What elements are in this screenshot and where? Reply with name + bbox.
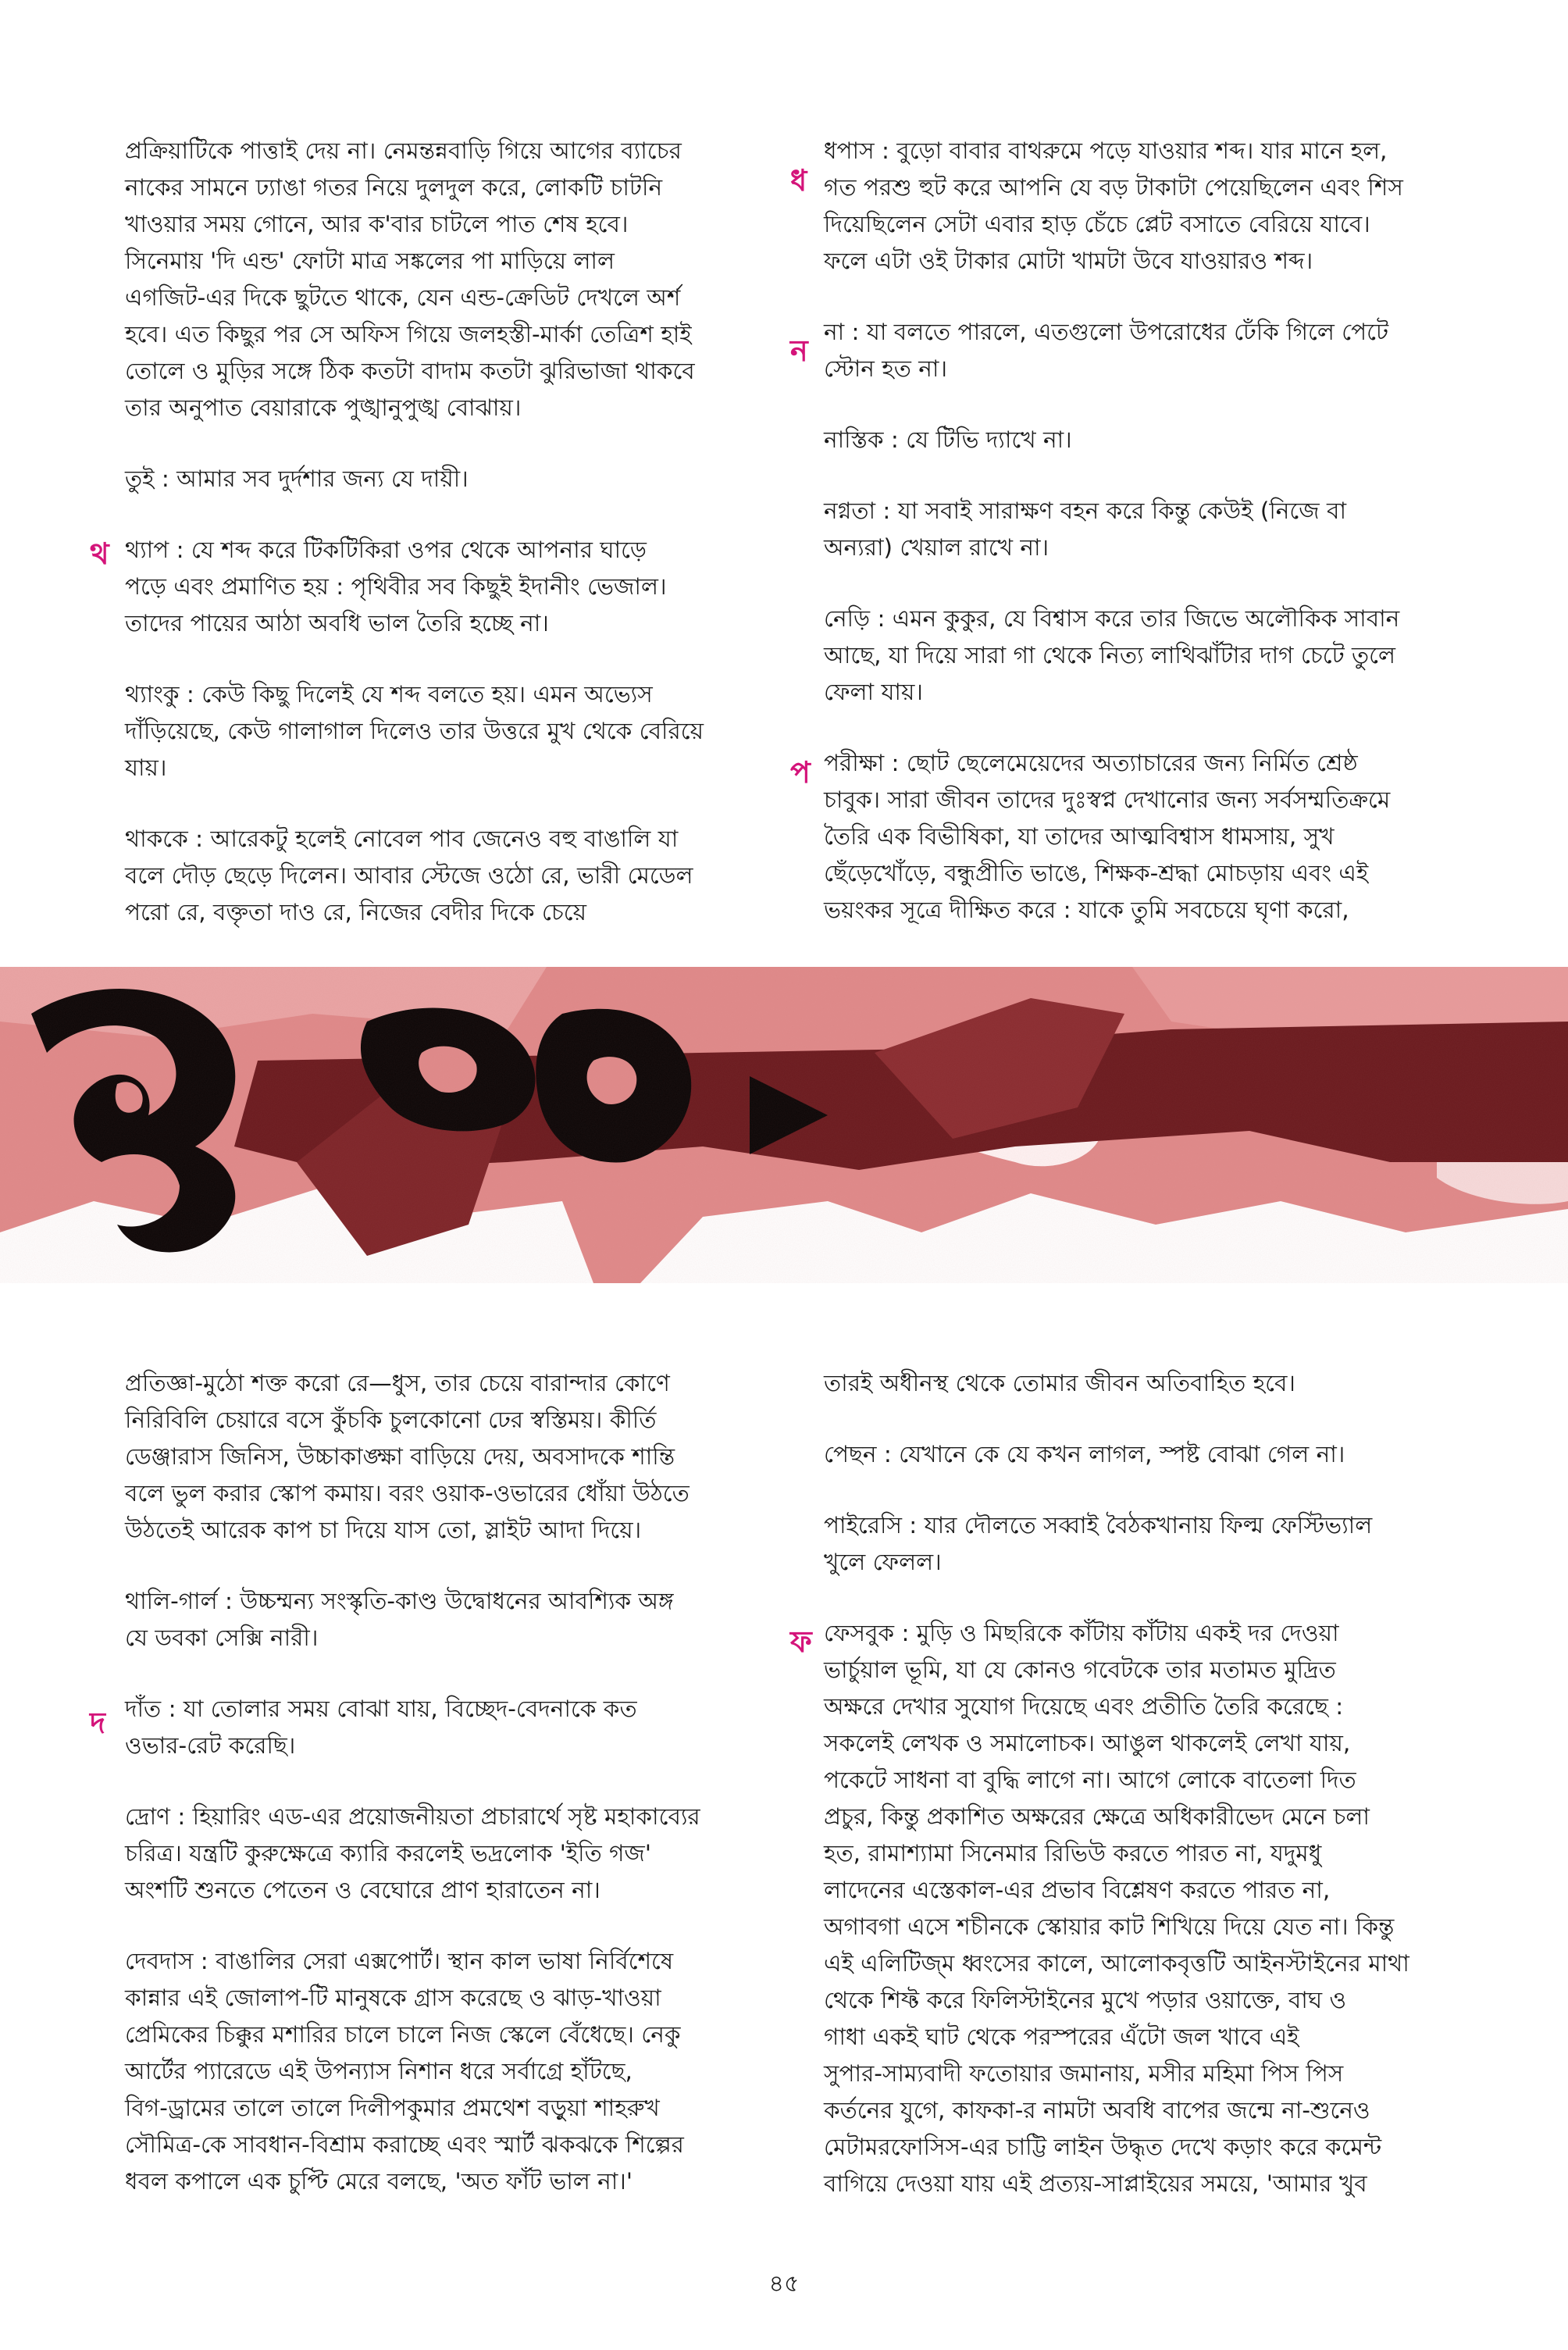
- text-line: দিয়েছিলেন সেটা এবার হাড় চেঁচে প্লেট বসাতে বেরিয়ে যাবে।: [824, 211, 1370, 237]
- decorative-banner-image: [0, 967, 1568, 1283]
- text-line: প্রক্রিয়াটিকে পাত্তাই দেয় না। নেমন্তন্নবাড়ি গিয়ে আগের ব্যাচের: [125, 137, 682, 164]
- text-line: নিরিবিলি চেয়ারে বসে কুঁচকি চুলকোনো ঢের স্বস্তিময়। কীর্তি: [125, 1407, 657, 1433]
- paragraph-gap: [125, 786, 750, 821]
- text-line: অংশটি শুনতে পেতেন ও বেঘোরে প্রাণ হারাতেন না।: [125, 1877, 600, 1903]
- paragraph-gap: [125, 426, 750, 461]
- text-line: দাঁত : যা তোলার সময় বোঝা যায়, বিচ্ছেদ-বেদনাকে কত: [125, 1696, 637, 1722]
- paragraph-gap: [824, 1581, 1449, 1615]
- text-line: উঠতেই আরেক কাপ চা দিয়ে যাস তো, স্লাইট আদা দিয়ে।: [125, 1517, 642, 1543]
- text-line: স্টোন হত না।: [824, 355, 948, 382]
- text-line: পেছন : যেখানে কে যে কখন লাগল, স্পষ্ট বোঝা গেল না।: [824, 1441, 1345, 1467]
- text-line: বলে ভুল করার স্কোপ কমায়। বরং ওয়াক-ওভারের ধোঁয়া উঠতে: [125, 1480, 690, 1507]
- text-line: সুপার-সাম্যবাদী ফতোয়ার জমানায়, মসীর মহিমা পিস পিস: [824, 2060, 1344, 2087]
- text-line: নেড়ি : এমন কুকুর, যে বিশ্বাস করে তার জিভে অলৌকিক সাবান: [824, 605, 1400, 632]
- left-top-column: [125, 133, 750, 931]
- text-line: কর্তনের যুগে, কাফকা-র নামটা অবধি বাপের জন্মে না-শুনেও: [824, 2097, 1370, 2124]
- text-line: লাদেনের এস্তেকাল-এর প্রভাব বিশ্লেষণ করতে পারত না,: [824, 1877, 1331, 1903]
- text-line: ধপাস : বুড়ো বাবার বাথরুমে পড়ে যাওয়ার শব্দ। যার মানে হল,: [824, 137, 1388, 164]
- text-line: খাওয়ার সময় গোনে, আর ক'বার চাটলে পাত শেষ হবে।: [125, 211, 629, 237]
- text-line: অগাবগা এসে শচীনকে স্কোয়ার কাট শিখিয়ে দিয়ে যেত না। কিন্তু: [824, 1913, 1395, 1940]
- paragraph-gap: [125, 1764, 750, 1799]
- text-line: হবে। এত কিছুর পর সে অফিস গিয়ে জলহস্তী-মার্কা তেত্রিশ হাই: [125, 321, 692, 348]
- text-line: ডেঞ্জারাস জিনিস, উচ্চাকাঙ্ক্ষা বাড়িয়ে দেয়, অবসাদকে শান্তি: [125, 1443, 675, 1470]
- text-line: যায়।: [125, 754, 167, 781]
- paragraph-gap: [824, 711, 1449, 745]
- text-line: হত, রামাশ্যামা সিনেমার রিভিউ করতে পারত না, যদুমধু: [824, 1840, 1322, 1867]
- text-line: গত পরশু হুট করে আপনি যে বড় টাকাটা পেয়েছিলেন এবং শিস: [824, 174, 1403, 201]
- text-line: অক্ষরে দেখার সুযোগ দিয়েছে এবং প্রতীতি তৈরি করেছে :: [824, 1693, 1344, 1720]
- paragraph-gap: [824, 1402, 1449, 1436]
- text-line: অন্যরা) খেয়াল রাখে না।: [824, 534, 1049, 561]
- text-line: খুলে ফেলল।: [824, 1549, 942, 1575]
- paragraph-gap: [125, 642, 750, 676]
- text-line: ভার্চুয়াল ভূমি, যা যে কোনও গবেটকে তার মতামত মুদ্রিত: [824, 1656, 1336, 1683]
- text-line: তৈরি এক বিভীষিকা, যা তাদের আত্মবিশ্বাস ধামসায়, সুখ: [824, 823, 1335, 850]
- text-line: আর্টের প্যারেডে এই উপন্যাস নিশান ধরে সর্বাগ্রে হাঁটছে,: [125, 2058, 633, 2084]
- paragraph-gap: [824, 280, 1449, 314]
- paragraph-gap: [824, 458, 1449, 493]
- text-line: চাবুক। সারা জীবন তাদের দুঃস্বপ্ন দেখানোর জন্য সর্বসম্মতিক্রমে: [824, 786, 1391, 813]
- text-line: চরিত্র। যন্ত্রটি কুরুক্ষেত্রে ক্যারি করলেই ভদ্রলোক 'ইতি গজ': [125, 1840, 651, 1867]
- text-line: ছেঁড়েখোঁড়ে, বন্ধুপ্রীতি ভাঙে, শিক্ষক-শ্রদ্ধা মোচড়ায় এবং এই: [824, 860, 1369, 886]
- paragraph-gap: [824, 387, 1449, 422]
- section-marker-na: ন: [790, 333, 808, 368]
- text-line: থেকে শিফ্ট করে ফিলিস্টাইনের মুখে পড়ার ওয়াক্তে, বাঘ ও: [824, 1987, 1347, 2013]
- text-line: গাধা একই ঘাট থেকে পরস্পরের এঁটো জল খাবে এই: [824, 2024, 1299, 2050]
- section-marker-da: দ: [90, 1706, 105, 1740]
- text-line: থাককে : আরেকটু হলেই নোবেল পাব জেনেও বহু বাঙালি যা: [125, 826, 679, 852]
- section-marker-pa: প: [790, 755, 811, 790]
- paragraph-gap: [125, 1909, 750, 1943]
- text-line: নাস্তিক : যে টিভি দ্যাখে না।: [824, 426, 1072, 453]
- paragraph-gap: [125, 1549, 750, 1583]
- text-line: ধবল কপালে এক চুপ্টি মেরে বলছে, 'অত ফাঁট ভাল না।': [125, 2168, 633, 2195]
- text-line: নাকের সামনে ঢ্যাঙা গতর নিয়ে দুলদুল করে, লোকটি চাটনি: [125, 174, 663, 201]
- text-line: সিনেমায় 'দি এন্ড' ফোটা মাত্র সঙ্কলের পা মাড়িয়ে লাল: [125, 248, 615, 274]
- text-line: তুই : আমার সব দুর্দশার জন্য যে দায়ী।: [125, 465, 469, 492]
- text-line: ভয়ংকর সূত্রে দীক্ষিত করে : যাকে তুমি সবচেয়ে ঘৃণা করো,: [824, 897, 1349, 923]
- text-line: তারই অধীনস্থ থেকে তোমার জীবন অতিবাহিত হবে।: [824, 1370, 1295, 1396]
- text-line: ফেসবুক : মুড়ি ও মিছরিকে কাঁটায় কাঁটায় একই দর দেওয়া: [824, 1620, 1339, 1646]
- section-marker-dha: ধ: [790, 163, 807, 198]
- text-line: সকলেই লেখক ও সমালোচক। আঙুল থাকলেই লেখা যায়,: [824, 1730, 1351, 1756]
- text-line: মেটামরফোসিস-এর চাট্টি লাইন উদ্ধৃত দেখে কড়াং করে কমেন্ট: [824, 2134, 1382, 2160]
- right-bottom-column: [824, 1365, 1449, 2202]
- text-line: এগজিট-এর দিকে ছুটতে থাকে, যেন এন্ড-ক্রেডিট দেখলে অর্শ: [125, 284, 681, 311]
- text-line: কান্নার এই জোলাপ-টি মানুষকে গ্রাস করেছে ও ঝাড়-খাওয়া: [125, 1984, 661, 2011]
- text-line: বিগ-ড্রামের তালে তালে দিলীপকুমার প্রমথেশ বড়ুয়া শাহরুখ: [125, 2095, 660, 2121]
- text-line: প্রেমিকের চিক্কুর মশারির চালে চালে নিজ স্কেলে বেঁধেছে। নেকু: [125, 2021, 681, 2048]
- text-line: প্রতিজ্ঞা-মুঠো শক্ত করো রে—ধুস, তার চেয়ে বারান্দার কোণে: [125, 1370, 670, 1396]
- text-line: যে ডবকা সেক্সি নারী।: [125, 1624, 319, 1651]
- paragraph-gap: [824, 1473, 1449, 1507]
- text-line: ফেলা যায়।: [824, 679, 923, 705]
- text-line: নগ্নতা : যা সবাই সারাক্ষণ বহন করে কিন্তু কেউই (নিজে বা: [824, 497, 1347, 524]
- text-line: তার অনুপাত বেয়ারাকে পুঙ্খানুপুঙ্খ বোঝায়।: [125, 394, 522, 421]
- text-line: না : যা বলতে পারলে, এতগুলো উপরোধের ঢেঁকি গিলে পেটে: [824, 319, 1389, 345]
- text-line: তোলে ও মুড়ির সঙ্গে ঠিক কতটা বাদাম কতটা ঝুরিভাজা থাকবে: [125, 358, 695, 384]
- left-bottom-column: [125, 1365, 750, 2200]
- text-line: এই এলিটিজ্ম ধ্বংসের কালে, আলোকবৃত্তটি আইনস্টাইনের মাথা: [824, 1950, 1409, 1977]
- text-line: পকেটে সাধনা বা বুদ্ধি লাগে না। আগে লোকে বাতেলা দিত: [824, 1767, 1356, 1793]
- text-line: পড়ে এবং প্রমাণিত হয় : পৃথিবীর সব কিছুই ইদানীং ভেজাল।: [125, 573, 667, 600]
- text-line: বাগিয়ে দেওয়া যায় এই প্রত্যয়-সাপ্লাইয়ের সময়ে, 'আমার খুব: [824, 2170, 1367, 2197]
- text-line: ফলে এটা ওই টাকার মোটা খামটা উবে যাওয়ারও শব্দ।: [824, 248, 1313, 274]
- text-line: ওভার-রেট করেছি।: [125, 1732, 296, 1759]
- text-line: বলে দৌড় ছেড়ে দিলেন। আবার স্টেজে ওঠো রে, ভারী মেডেল: [125, 862, 693, 889]
- text-line: তাদের পায়ের আঠা অবধি ভাল তৈরি হচ্ছে না।: [125, 610, 549, 637]
- text-line: পাইরেসি : যার দৌলতে সব্বাই বৈঠকখানায় ফিল্ম ফেস্টিভ্যাল: [824, 1512, 1373, 1539]
- text-line: দেবদাস : বাঙালির সেরা এক্সপোর্ট। স্থান কাল ভাষা নির্বিশেষে: [125, 1948, 674, 1974]
- text-line: থালি-গার্ল : উচ্চম্মন্য সংস্কৃতি-কাণ্ড উদ্বোধনের আবশ্যিক অঙ্গ: [125, 1588, 674, 1614]
- paragraph-gap: [824, 566, 1449, 601]
- paragraph-gap: [125, 497, 750, 532]
- text-line: থ্যাংকু : কেউ কিছু দিলেই যে শব্দ বলতে হয়। এমন অভ্যেস: [125, 681, 653, 708]
- paragraph-gap: [125, 1656, 750, 1691]
- right-top-column: [824, 133, 1449, 929]
- text-line: থ্যাপ : যে শব্দ করে টিকটিকিরা ওপর থেকে আপনার ঘাড়ে: [125, 537, 647, 563]
- text-line: পরীক্ষা : ছোট ছেলেমেয়েদের অত্যাচারের জন্য নির্মিত শ্রেষ্ঠ: [824, 750, 1358, 776]
- text-line: দাঁড়িয়েছে, কেউ গালাগাল দিলেও তার উত্তরে মুখ থেকে বেরিয়ে: [125, 718, 704, 744]
- text-line: সৌমিত্র-কে সাবধান-বিশ্রাম করাচ্ছে এবং স্মার্ট ঝকঝকে শিল্পের: [125, 2131, 684, 2158]
- page-number: ৪৫: [768, 2270, 800, 2298]
- section-marker-pha: ফ: [790, 1624, 812, 1659]
- text-line: পরো রে, বক্তৃতা দাও রে, নিজের বেদীর দিকে চেয়ে: [125, 899, 586, 925]
- text-line: আছে, যা দিয়ে সারা গা থেকে নিত্য লাথিঝাঁটার দাগ চেটে তুলে: [824, 642, 1396, 669]
- text-line: দ্রোণ : হিয়ারিং এড-এর প্রয়োজনীয়তা প্রচারার্থে সৃষ্ট মহাকাব্যের: [125, 1803, 700, 1830]
- text-line: প্রচুর, কিন্তু প্রকাশিত অক্ষরের ক্ষেত্রে অধিকারীভেদ মেনে চলা: [824, 1803, 1370, 1830]
- section-marker-tha: থ: [90, 537, 109, 571]
